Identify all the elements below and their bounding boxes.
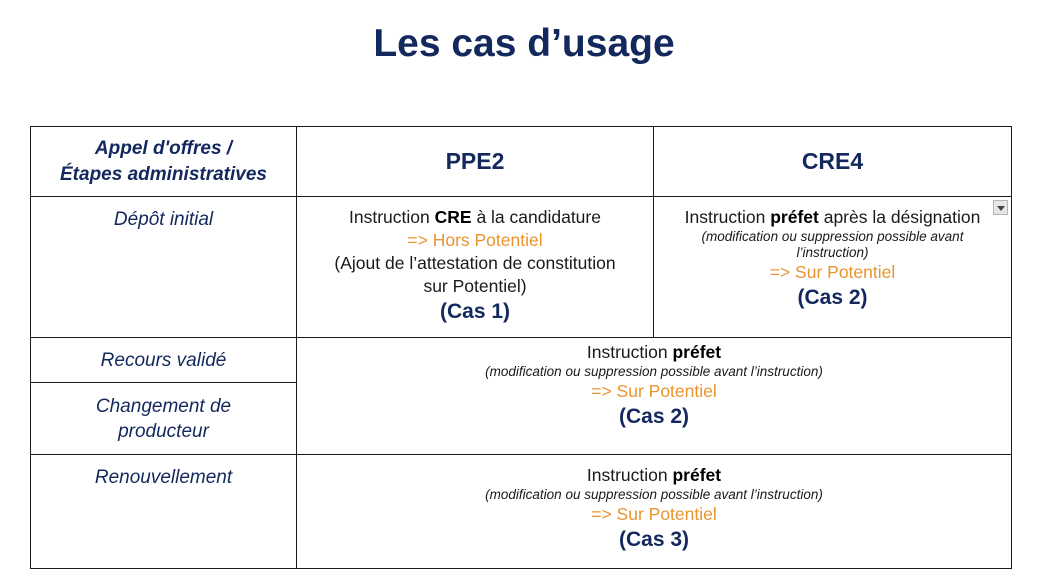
ppe2-note-line2: sur Potentiel): [423, 276, 527, 296]
header-corner-cell: [31, 127, 297, 197]
table-row-depot-initial: [31, 197, 1012, 338]
renouvellement-instruction-line: [303, 464, 1005, 487]
cell-depot-ppe2: [297, 197, 654, 338]
row-label-renouvellement: Renouvellement: [31, 455, 297, 569]
chevron-down-icon[interactable]: [993, 200, 1008, 215]
table-row-recours-valide: [31, 338, 1012, 383]
renouvellement-potentiel-status: => Sur Potentiel: [591, 504, 717, 524]
cre4-potentiel-status: => Sur Potentiel: [769, 262, 896, 282]
renouvellement-note: (modification ou suppression possible avant l’instruction): [485, 487, 823, 502]
merged-note: (modification ou suppression possible avant l’instruction): [485, 364, 823, 379]
slide-title: Les cas d’usage: [373, 22, 675, 65]
row-label-recours-valide: Recours validé: [31, 338, 297, 383]
merged-instruction-bold: préfet: [672, 342, 722, 362]
cre4-instruction-bold: préfet: [770, 207, 819, 227]
table-row-renouvellement: [31, 455, 1012, 569]
column-header-cre4: CRE4: [654, 127, 1012, 197]
renouvellement-instruction-bold: préfet: [672, 465, 722, 485]
cre4-note-line2: l’instruction): [796, 245, 869, 260]
ppe2-instruction-post: à la candidature: [471, 207, 601, 227]
cell-recours-changement-merged: [297, 338, 1012, 455]
ppe2-instruction-pre: Instruction: [349, 207, 435, 227]
cre4-note-line1: (modification ou suppression possible avant: [701, 229, 964, 244]
changement-label-line2: producteur: [118, 420, 209, 442]
ppe2-instruction-bold: CRE: [434, 207, 472, 227]
ppe2-potentiel-status: => Hors Potentiel: [407, 230, 543, 250]
row-label-changement-producteur: [31, 383, 297, 455]
use-cases-table: [30, 126, 1012, 569]
cre4-instruction-pre: Instruction: [684, 207, 771, 227]
ppe2-note-line1: (Ajout de l’attestation de constitution: [334, 253, 616, 273]
renouvellement-instruction-pre: Instruction: [586, 465, 673, 485]
changement-label-line1: Changement de: [95, 395, 232, 417]
cre4-case-label: (Cas 2): [797, 286, 868, 309]
cre4-instruction-line: [660, 206, 1005, 229]
corner-label-line2: Étapes administratives: [60, 163, 267, 185]
cell-depot-cre4: [654, 197, 1012, 338]
merged-case-label: (Cas 2): [618, 405, 690, 428]
renouvellement-case-label: (Cas 3): [618, 528, 690, 551]
cre4-instruction-post: après la désignation: [818, 207, 981, 227]
ppe2-case-label: (Cas 1): [439, 300, 511, 323]
row-label-depot-initial: Dépôt initial: [31, 197, 297, 338]
table-header-row: [31, 127, 1012, 197]
cell-renouvellement-merged: [297, 455, 1012, 569]
merged-potentiel-status: => Sur Potentiel: [591, 381, 717, 401]
ppe2-instruction-line: [303, 206, 647, 229]
merged-instruction-pre: Instruction: [586, 342, 673, 362]
corner-label-line1: Appel d'offres /: [94, 137, 233, 159]
column-header-ppe2: PPE2: [297, 127, 654, 197]
merged-instruction-line: [303, 341, 1005, 364]
